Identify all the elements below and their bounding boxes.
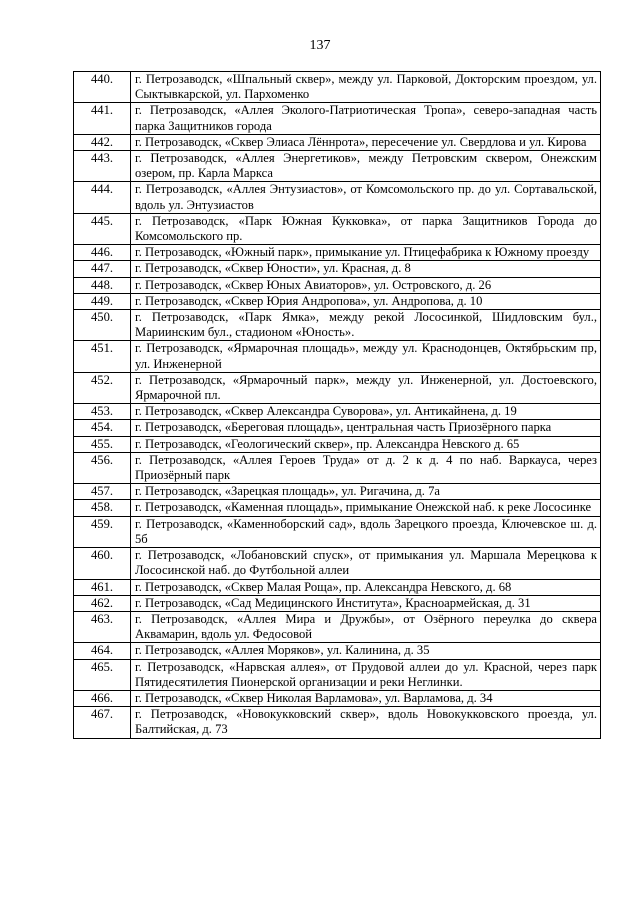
location-description: г. Петрозаводск, «Аллея Моряков», ул. Калинина, д. 35	[131, 643, 601, 659]
row-number: 447.	[74, 261, 131, 277]
row-number: 441.	[74, 103, 131, 134]
location-description: г. Петрозаводск, «Сквер Юных Авиаторов», ул. Островского, д. 26	[131, 277, 601, 293]
location-description: г. Петрозаводск, «Аллея Энергетиков», между Петровским сквером, Онежским озером, пр. Карла Маркса	[131, 151, 601, 182]
row-number: 444.	[74, 182, 131, 213]
table-row	[74, 579, 601, 595]
row-number: 465.	[74, 659, 131, 690]
row-number: 446.	[74, 245, 131, 261]
row-number: 442.	[74, 134, 131, 150]
row-number: 445.	[74, 213, 131, 244]
row-number: 462.	[74, 595, 131, 611]
location-description: г. Петрозаводск, «Сквер Малая Роща», пр. Александра Невского, д. 68	[131, 579, 601, 595]
location-description: г. Петрозаводск, «Сквер Александра Суворова», ул. Антикайнена, д. 19	[131, 404, 601, 420]
table-row	[74, 659, 601, 690]
location-description: г. Петрозаводск, «Нарвская аллея», от Прудовой аллеи до ул. Красной, через парк Пятидесятилетия Пионерской организации и реки Неглинки.	[131, 659, 601, 690]
location-description: г. Петрозаводск, «Парк Южная Кукковка», от парка Защитников Города до Комсомольского пр.	[131, 213, 601, 244]
table-row	[74, 213, 601, 244]
location-description: г. Петрозаводск, «Южный парк», примыкание ул. Птицефабрика к Южному проезду	[131, 245, 601, 261]
row-number: 459.	[74, 516, 131, 547]
row-number: 451.	[74, 341, 131, 372]
row-number: 466.	[74, 690, 131, 706]
table-row	[74, 452, 601, 483]
location-description: г. Петрозаводск, «Сквер Юности», ул. Красная, д. 8	[131, 261, 601, 277]
table-row	[74, 516, 601, 547]
locations-table	[73, 71, 601, 739]
page-number: 137	[309, 38, 331, 53]
location-description: г. Петрозаводск, «Геологический сквер», пр. Александра Невского д. 65	[131, 436, 601, 452]
location-description: г. Петрозаводск, «Аллея Героев Труда» от д. 2 к д. 4 по наб. Варкауса, через Приозёрный парк	[131, 452, 601, 483]
table-row	[74, 372, 601, 403]
table-row	[74, 707, 601, 738]
table-row	[74, 404, 601, 420]
table-row	[74, 261, 601, 277]
row-number: 450.	[74, 310, 131, 341]
row-number: 463.	[74, 611, 131, 642]
table-row	[74, 245, 601, 261]
row-number: 440.	[74, 72, 131, 103]
row-number: 449.	[74, 293, 131, 309]
location-description: г. Петрозаводск, «Сквер Юрия Андропова», ул. Андропова, д. 10	[131, 293, 601, 309]
row-number: 458.	[74, 500, 131, 516]
row-number: 461.	[74, 579, 131, 595]
location-description: г. Петрозаводск, «Аллея Энтузиастов», от Комсомольского пр. до ул. Сортавальской, вдоль ул. Энтузиастов	[131, 182, 601, 213]
row-number: 454.	[74, 420, 131, 436]
table-row	[74, 293, 601, 309]
row-number: 467.	[74, 707, 131, 738]
location-description: г. Петрозаводск, «Ярмарочный парк», между ул. Инженерной, ул. Достоевского, Ярмарочной пл.	[131, 372, 601, 403]
table-row	[74, 611, 601, 642]
table-row	[74, 690, 601, 706]
row-number: 455.	[74, 436, 131, 452]
location-description: г. Петрозаводск, «Аллея Мира и Дружбы», от Озёрного переулка до сквера Аквамарин, вдоль ул. Федосовой	[131, 611, 601, 642]
table-row	[74, 548, 601, 579]
row-number: 448.	[74, 277, 131, 293]
location-description: г. Петрозаводск, «Лобановский спуск», от примыкания ул. Маршала Мерецкова к Лососинской наб. до Футбольной аллеи	[131, 548, 601, 579]
location-description: г. Петрозаводск, «Парк Ямка», между рекой Лососинкой, Шидловским бул., Мариинским бул., стадионом «Юность».	[131, 310, 601, 341]
table-row	[74, 341, 601, 372]
table-row	[74, 500, 601, 516]
row-number: 456.	[74, 452, 131, 483]
table-row	[74, 595, 601, 611]
location-description: г. Петрозаводск, «Аллея Эколого-Патриотическая Тропа», северо-западная часть парка Защитников города	[131, 103, 601, 134]
location-description: г. Петрозаводск, «Сквер Элиаса Лённрота», пересечение ул. Свердлова и ул. Кирова	[131, 134, 601, 150]
table-row	[74, 151, 601, 182]
table-row	[74, 134, 601, 150]
location-description: г. Петрозаводск, «Сад Медицинского Института», Красноармейская, д. 31	[131, 595, 601, 611]
locations-table-body	[74, 72, 601, 739]
row-number: 464.	[74, 643, 131, 659]
table-row	[74, 643, 601, 659]
row-number: 453.	[74, 404, 131, 420]
table-row	[74, 420, 601, 436]
table-row	[74, 310, 601, 341]
table-row	[74, 182, 601, 213]
location-description: г. Петрозаводск, «Шпальный сквер», между ул. Парковой, Докторским проездом, ул. Сыктывкарской, ул. Пархоменко	[131, 72, 601, 103]
table-row	[74, 72, 601, 103]
table-row	[74, 436, 601, 452]
table-row	[74, 484, 601, 500]
location-description: г. Петрозаводск, «Каменноборский сад», вдоль Зарецкого проезда, Ключевское ш. д. 5б	[131, 516, 601, 547]
location-description: г. Петрозаводск, «Береговая площадь», центральная часть Приозёрного парка	[131, 420, 601, 436]
location-description: г. Петрозаводск, «Каменная площадь», примыкание Онежской наб. к реке Лососинке	[131, 500, 601, 516]
row-number: 452.	[74, 372, 131, 403]
location-description: г. Петрозаводск, «Сквер Николая Варламова», ул. Варламова, д. 34	[131, 690, 601, 706]
row-number: 460.	[74, 548, 131, 579]
location-description: г. Петрозаводск, «Зарецкая площадь», ул. Ригачина, д. 7а	[131, 484, 601, 500]
location-description: г. Петрозаводск, «Новокукковский сквер», вдоль Новокукковского проезда, ул. Балтийская, д. 73	[131, 707, 601, 738]
row-number: 457.	[74, 484, 131, 500]
location-description: г. Петрозаводск, «Ярмарочная площадь», между ул. Краснодонцев, Октябрьским пр, ул. Инженерной	[131, 341, 601, 372]
row-number: 443.	[74, 151, 131, 182]
table-row	[74, 277, 601, 293]
table-row	[74, 103, 601, 134]
